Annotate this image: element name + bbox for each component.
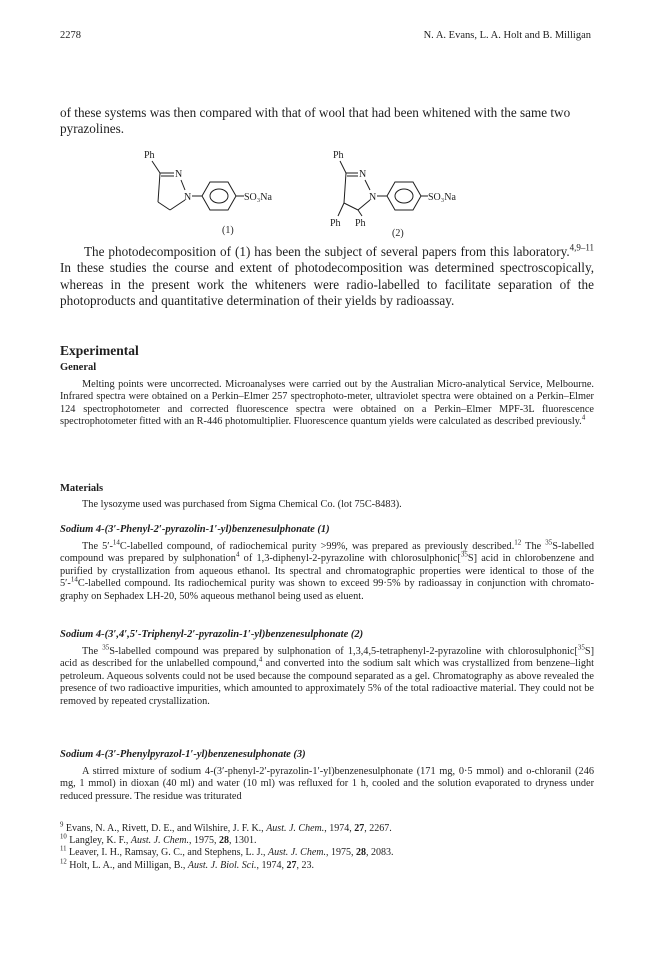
subheading-materials: Materials [60, 483, 104, 494]
compound-3-paragraph: A stirred mixture of sodium 4-(3′-phenyl-2′-pyrazolin-1′-yl)benzenesulphonate (171 mg, 0·5 mmol) and o-chloranil (246 mg, 1 mmol) in dioxan (40 ml) and water (10 ml) was refluxed for 1 h, cooled and the solution evaporated to dryness under reduced pressure. The residue was triturated [60, 766, 594, 802]
section-heading-experimental: Experimental [60, 343, 139, 358]
reference-12: $^{12}$ Holt, L. A., and Milligan, B., Aust. J. Biol. Sci., 1974, 27, 23. [60, 858, 315, 871]
compound-1-sup-3: 35 [545, 538, 553, 547]
structure-1 [144, 150, 272, 236]
compound-1-paragraph [60, 538, 594, 603]
compound-1-sup-6: 14 [70, 575, 78, 584]
general-text: Melting points were uncorrected. Microanalyses were carried out by the Australian Micro-analytical Service, Melbourne. Infrared spectra were obtained on a Perkin–Elmer 257 spectrophoto-meter, ultraviolet spectra were obtained on a Perkin–Elmer 124 spectrophotometer and corrected fluorescence spectra were obtained on a Perkin–Elmer MPF-3L fluorescence spectrophotometer fitted with an R-446 photomultiplier. Fluorescence quantum yields were calculated as described previously. [60, 379, 594, 428]
compound-2-text-2: S-labelled compound was prepared by sulphonation of 1,3,4,5-tetraphenyl-2-pyrazoline with chlorosulphonic[ [109, 646, 578, 657]
running-authors: N. A. Evans, L. A. Holt and B. Milligan [423, 30, 591, 41]
structure-2-label: (2) [392, 228, 404, 239]
intro-paragraph: of these systems was then compared with that of wool that had been whitened with the same two pyrazolines. [60, 105, 571, 136]
structure-2 [330, 150, 456, 239]
para2-text-b: In these studies the course and extent of photodecomposition was determined spectroscopically, whereas in the present work the whiteners were radio-labelled to facilitate separation of the photoproducts and quantitative determination of their yields by radioassay. [60, 260, 594, 309]
reference-10: $^{10}$ Langley, K. F., Aust. J. Chem., 1975, 28, 1301. [60, 833, 257, 847]
compound-1-text-7: C-labelled compound. Its radiochemical purity was shown to exceed 99·5% by radioassay in conjunction with chromato-graphy on Sephadex LH-20, 50% aqueous methanol being used as eluent. [60, 578, 594, 602]
reference-9: $^9$ Evans, N. A., Rivett, D. E., and Wilshire, J. F. K., Aust. J. Chem., 1974, 27, 2267. [60, 821, 392, 834]
compound-2-sup-3: 4 [258, 655, 263, 664]
compound-2-text-3: S] acid as described for the unlabelled compound, [60, 646, 594, 670]
structure-2-n1: N [369, 192, 377, 203]
page-number: 2278 [60, 30, 81, 41]
subheading-compound-3: Sodium 4-(3′-Phenylpyrazol-1′-yl)benzenesulphonate (3) [60, 749, 306, 760]
compound-1-text-3: The [521, 541, 546, 552]
structure-2-ph-5: Ph [355, 218, 366, 229]
compound-2-paragraph [60, 643, 594, 708]
structure-2-ph: Ph [333, 150, 344, 161]
compound-1-sup-4: 4 [235, 550, 240, 559]
structure-1-so3na: SO₃Na [244, 192, 272, 203]
compound-1-text-4: S-labelled compound was prepared by sulphonation [60, 541, 594, 565]
structure-2-so3na: SO₃Na [428, 192, 456, 203]
structure-2-ph-4: Ph [330, 218, 341, 229]
structure-1-label: (1) [222, 225, 234, 236]
compound-1-text-6: S] acid in chlorobenzene and purified by crystallization from aqueous ethanol. Its spectral and chromatographic properties were identical to those of the 5′- [60, 553, 594, 590]
structure-1-n1: N [184, 192, 192, 203]
general-paragraph [60, 379, 594, 429]
structure-1-ph: Ph [144, 150, 155, 161]
compound-1-text-5: of 1,3-diphenyl-2-pyrazoline with chlorosulphonic[ [239, 553, 461, 565]
structure-2-n2: N [359, 169, 367, 180]
running-header [60, 30, 591, 44]
compound-2-text-4: and converted into the sodium salt which was crystallized from benzene–light petroleum. Aqueous solvents could not be used because the compound separated as a gel. Chromatography as above revealed the presence of two radioactive impurities, which amounted to approximately 5% of the total radioactive material. They could not be removed by repeated crystallization. [60, 658, 594, 707]
subheading-general: General [60, 362, 97, 373]
compound-1-text-2: C-labelled compound, of radiochemical purity >99%, was prepared as previously described. [119, 541, 515, 552]
general-citation: 4 [581, 413, 586, 422]
compound-2-text-1: The [82, 646, 103, 657]
compound-1-sup-5: 35 [460, 550, 468, 559]
footnote-references [60, 823, 594, 872]
subheading-compound-2: Sodium 4-(3′,4′,5′-Triphenyl-2′-pyrazolin-1′-yl)benzenesulphonate (2) [60, 629, 364, 640]
compound-2-sup-2: 35 [577, 643, 585, 652]
structure-1-n2: N [175, 169, 183, 180]
reference-11: $^{11}$ Leaver, I. H., Ramsay, G. C., and Stephens, L. J., Aust. J. Chem., 1975, 28, 2083. [60, 846, 394, 859]
subheading-compound-1: Sodium 4-(3′-Phenyl-2′-pyrazolin-1′-yl)benzenesulphonate (1) [60, 524, 330, 535]
compound-1-text-1: The 5′- [82, 541, 113, 552]
chemical-structures [140, 148, 460, 240]
para2-text-a: The photodecomposition of (1) has been the subject of several papers from this laboratory. [84, 244, 570, 259]
compound-1-sup-2: 12 [514, 538, 522, 547]
body-paragraph-photodecomposition [60, 244, 594, 310]
compound-2-sup-1: 35 [102, 643, 110, 652]
para2-citation: 4,9–11 [569, 242, 594, 253]
materials-paragraph: The lysozyme used was purchased from Sigma Chemical Co. (lot 75C-8483). [82, 499, 402, 510]
compound-1-sup-1: 14 [112, 538, 120, 547]
